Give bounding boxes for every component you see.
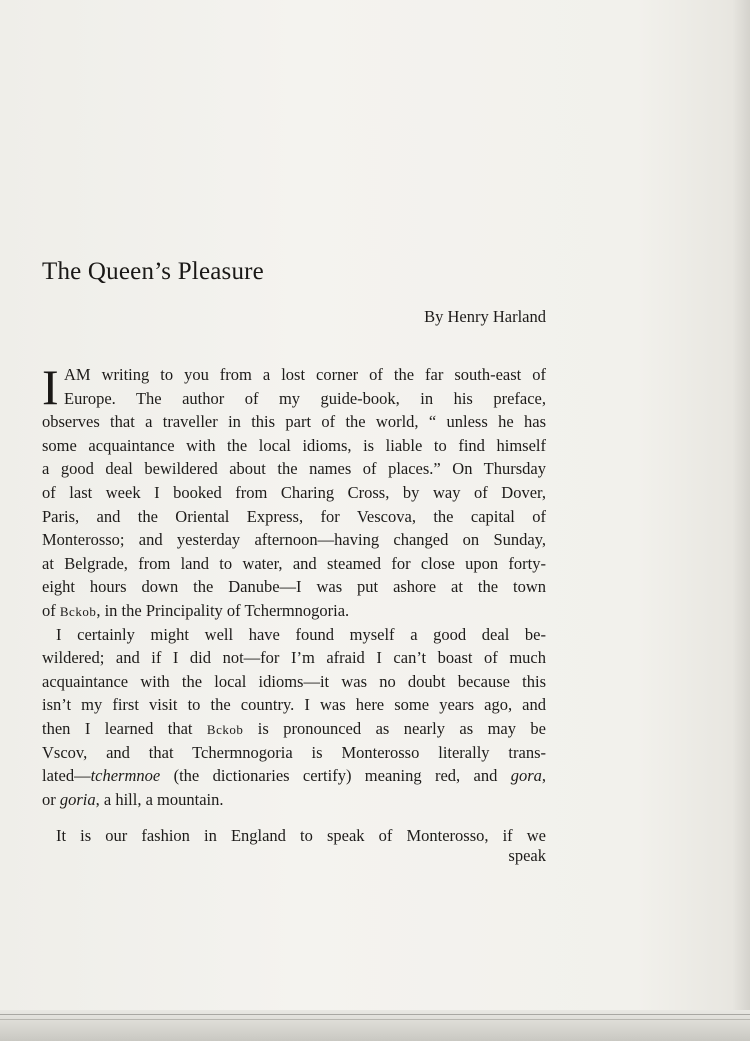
story-title: The Queen’s Pleasure: [42, 258, 264, 285]
text-fragment: lated—: [42, 766, 91, 786]
text-line: some acquaintance with the local idioms, is liable to find himself: [42, 435, 546, 455]
author-byline: By Henry Harland: [424, 307, 546, 326]
text-line: [42, 788, 546, 812]
edge-line: [0, 1014, 750, 1015]
text-line: wildered; and if I did not—for I’m afraid I can’t boast of much: [42, 648, 546, 668]
text-line: of last week I booked from Charing Cross, by way of Dover,: [42, 482, 546, 502]
story-body: [42, 359, 546, 848]
text-fragment: of: [42, 600, 60, 620]
text-line: a good deal bewildered about the names of places.” On Thursday: [42, 459, 546, 479]
text-line: Vscov, and that Tchermnogoria is Monterosso literally trans-: [42, 742, 546, 762]
text-line: at Belgrade, from land to water, and steamed for close upon forty-: [42, 553, 546, 573]
text-fragment: , in the Principality of Tchermnogoria.: [96, 600, 350, 620]
text-fragment: then I learned that: [42, 718, 207, 738]
text-line: [42, 599, 546, 623]
drop-cap: I: [42, 359, 59, 415]
paragraph-gap: [42, 811, 546, 824]
text-fragment: (the dictionaries certify) meaning red, and: [160, 766, 511, 786]
text-line: [42, 764, 546, 788]
text-fragment: is pronounced as nearly as may be: [243, 718, 546, 738]
text-line: AM writing to you from a lost corner of the far south-east of: [64, 365, 546, 384]
text-line: observes that a traveller in this part of the world, “ unless he has: [42, 412, 546, 432]
text-fragment: ,: [541, 766, 546, 786]
text-fragment: , a hill, a mountain.: [95, 789, 224, 809]
text-line: It is our fashion in England to speak of Monterosso, if we: [56, 826, 546, 846]
text-line: Europe. The author of my guide-book, in his preface,: [64, 388, 546, 408]
page-gutter-shadow: [732, 0, 750, 1041]
text-line: Paris, and the Oriental Express, for Vescova, the capital of: [42, 506, 546, 526]
italic-word: gora: [510, 766, 542, 786]
text-line: [42, 717, 546, 741]
small-caps-word: Bckob: [59, 603, 97, 619]
italic-word: goria: [59, 789, 96, 809]
text-line: eight hours down the Danube—I was put ashore at the town: [42, 577, 546, 597]
text-line: acquaintance with the local idioms—it was no doubt because this: [42, 671, 546, 691]
text-fragment: or: [42, 789, 60, 809]
catchword: speak: [508, 846, 546, 865]
text-line: I certainly might well have found myself a good deal be-: [56, 624, 546, 644]
italic-word: tchermnoe: [90, 766, 161, 786]
edge-line: [0, 1019, 750, 1020]
page-bottom-edge: [0, 1010, 750, 1041]
text-line: isn’t my first visit to the country. I was here some years ago, and: [42, 695, 546, 715]
text-line: Monterosso; and yesterday afternoon—having changed on Sunday,: [42, 530, 546, 550]
small-caps-word: Bckob: [206, 721, 244, 737]
